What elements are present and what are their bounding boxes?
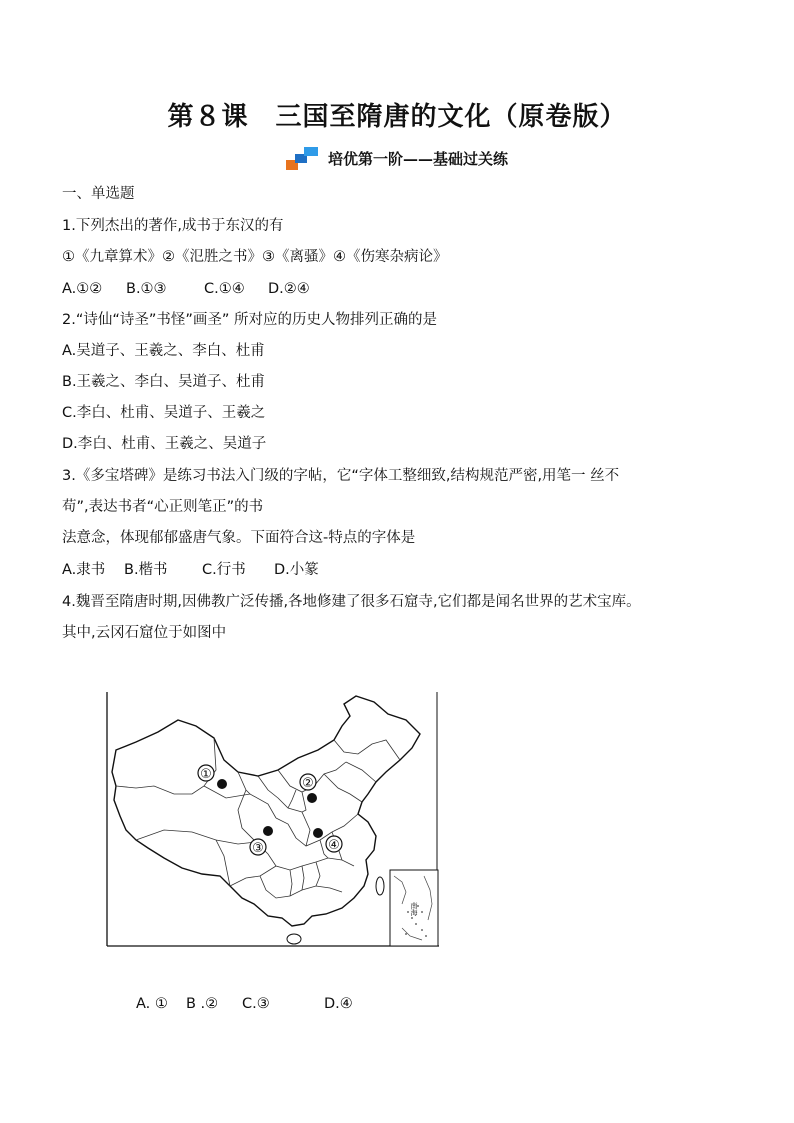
option-d[interactable]: D.小篆 [274, 562, 319, 578]
option-a[interactable]: A.隶书 [62, 562, 106, 578]
option-c[interactable]: C.③ [242, 996, 270, 1012]
question-1-options [62, 279, 310, 299]
map-marker-2 [300, 774, 317, 803]
inset-label: 南海 [410, 902, 418, 916]
map-marker-4 [313, 828, 342, 853]
marker-label-3: ③ [252, 841, 264, 856]
south-china-sea-inset [390, 870, 438, 946]
option-b[interactable]: B.王羲之、李白、吴道子、杜甫 [62, 374, 266, 390]
option-b[interactable]: B .② [186, 996, 219, 1012]
page-title: 第８课 三国至隋唐的文化（原卷版） [167, 102, 627, 132]
question-3-stem-line-2: 苟”,表达书者“心正则笔正”的书 [62, 499, 264, 515]
option-a[interactable]: A.①② [62, 281, 103, 297]
question-1-stem: 1.下列杰出的著作,成书于东汉的有 [62, 218, 284, 234]
question-4-options [136, 996, 353, 1012]
question-2-stem: 2.“诗仙“诗圣”书怪”画圣” 所对应的历史人物排列正确的是 [62, 312, 438, 328]
section-heading: 一、单选题 [62, 186, 135, 202]
marker-label-4: ④ [328, 838, 340, 853]
option-d[interactable]: D.④ [324, 996, 353, 1012]
marker-label-2: ② [302, 776, 314, 791]
question-3-stem-line-1: 3.《多宝塔碑》是练习书法入门级的字帖，它“字体工整细致,结构规范严密,用笔一 丝不 [62, 468, 620, 484]
question-4-stem-line-2: 其中,云冈石窟位于如图中 [62, 625, 227, 641]
china-outline [112, 696, 420, 926]
section-banner [0, 146, 794, 170]
map-marker-3 [250, 826, 273, 856]
option-b[interactable]: B.楷书 [124, 562, 168, 578]
question-3-stem-line-3: 法意念，体现郁郁盛唐气象。下面符合这-特点的字体是 [62, 530, 416, 546]
option-b[interactable]: B.①③ [126, 281, 167, 297]
question-1-items: ①《九章算术》②《氾胜之书》③《离骚》④《伤寒杂病论》 [62, 249, 448, 265]
option-a[interactable]: A. ① [136, 996, 168, 1012]
question-4-stem-line-1: 4.魏晋至隋唐时期,因佛教广泛传播,各地修建了很多石窟寺,它们都是闻名世界的艺术宝库。 [62, 594, 641, 610]
option-d[interactable]: D.李白、杜甫、王羲之、吴道子 [62, 436, 267, 452]
option-d[interactable]: D.②④ [268, 281, 310, 297]
steps-icon [286, 146, 322, 170]
question-3-options [62, 560, 319, 580]
marker-label-1: ① [200, 767, 212, 782]
option-c[interactable]: C.行书 [202, 562, 246, 578]
option-c[interactable]: C.李白、杜甫、吴道子、王羲之 [62, 405, 266, 421]
section-banner-text: 培优第一阶——基础过关练 [327, 149, 508, 168]
china-map-figure [106, 690, 440, 948]
option-c[interactable]: C.①④ [204, 281, 245, 297]
option-a[interactable]: A.吴道子、王羲之、李白、杜甫 [62, 343, 265, 359]
map-marker-1 [198, 765, 227, 789]
